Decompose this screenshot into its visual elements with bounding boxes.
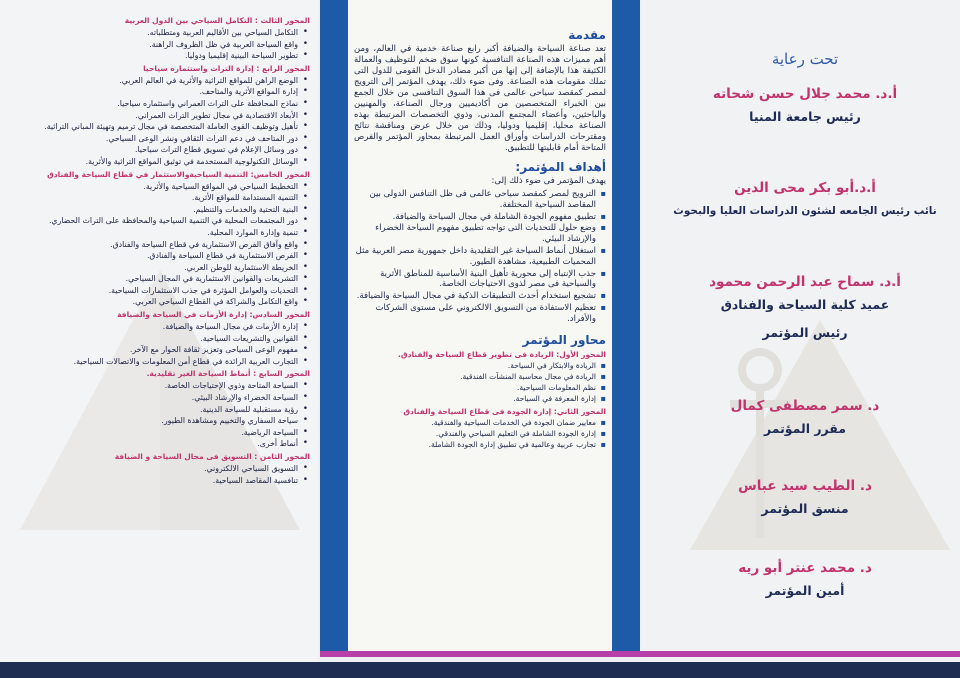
goals-title: أهداف المؤتمر: — [515, 160, 606, 174]
axis2-title: المحور الثاني: إدارة الجودة فى قطاع السياحة والفنادق — [403, 406, 606, 416]
center-text-card — [348, 0, 612, 652]
list-item: ▪ تطبيق مفهوم الجودة الشاملة في مجال السياحة والضيافة. — [354, 212, 606, 223]
list-item: ▪ تشجيع استخدام أحدث التطبيقات الذكية في مجال السياحة والضيافة. — [354, 291, 606, 302]
axis1-list — [354, 361, 606, 404]
section-title: المحور الثالث : التكامل السياحي بين الدول العربية — [124, 16, 310, 25]
axis1-title: المحور الأول: الريادة فى تطوير قطاع السياحة والفنادق. — [398, 349, 606, 359]
list-item: • واقع السياحة العربية في ظل الظروف الراهنة. — [10, 39, 310, 51]
list-item: ▪ معايير ضمان الجودة في الخدمات السياحية والفندقية. — [354, 418, 606, 428]
center-content — [354, 28, 606, 451]
axes-title: محاور المؤتمر — [522, 332, 606, 347]
intro-text: تعد صناعة السياحة والضيافة أكبر رابع صناعة خدمية في العالم، ومن أهم مميزات هذه الصناعة التنافسية كونها سوق ضخم للتوظيف والعمالة الكثيفة هذا بالإضافة إلى إنها من أكبر مصادر الدخل القومى للدول التى تملك مقومات هذه الصناعة. وفى ضوء ذلك، يهدف المؤتمر إلى الترويج لمصر كمقصد سياحى عالمى فى هذا السوق التنافسى من خلال الجمع بين الخبراء المتخصصين من أكاديميين ورجال الصناعة، والمهنيين والباحثين، وأعضاء المجتمع المدنى، وذوي التخصصات المرتبطة بهذه الصناعة محليا، إقليميا ودوليا، وذلك من خلال عرض ومناقشة نتائج ومقترحات الدراسات وأوراق العمل المرتبطة بمحاور المؤتمر والفرص المتاحة أمام قابليتها للتطبيق. — [354, 44, 606, 153]
list-item: • التخطيط السياحي في المواقع السياحية والأثرية. — [10, 181, 310, 193]
list-item: • التنمية المستدامة للمواقع الأثرية. — [10, 192, 310, 204]
axis2-list — [354, 418, 606, 450]
list-item: • تطوير السياحة البينية إقليميا ودوليا. — [10, 50, 310, 62]
list-item: • الوضع الراهن للمواقع التراثية والأثرية في العالم العربي. — [10, 75, 310, 87]
list-item: • إدارة الأزمات في مجال السياحة والضيافة. — [10, 321, 310, 333]
left-column — [10, 14, 310, 486]
list-item: • أنماط أخرى. — [10, 438, 310, 450]
person-name: د. الطيب سيد عباس — [738, 478, 872, 494]
list-item: • دور وسائل الإعلام في تسويق قطاع التراث سياحيا. — [10, 144, 310, 156]
list-item: • التجارب العربية الرائدة في قطاع أمن المعلومات والاتصالات السياحية. — [10, 356, 310, 368]
person-name: أ.د.أبو بكر محى الدين — [734, 180, 876, 196]
list-item: • دور المتاحف في دعم التراث الثقافي ونشر الوعى السياحي. — [10, 133, 310, 145]
list-item: • الخريطة الاستثمارية للوطن العربي. — [10, 262, 310, 274]
section-title: المحور الرابع : إدارة التراث واستثماره سياحيا — [143, 63, 310, 73]
list-item: • واقع التكامل والشراكة في القطاع السياحي العربي. — [10, 296, 310, 308]
list-item: ▪ استغلال أنماط السياحة غير التقليدية داخل جمهورية مصر العربية مثل المحميات الطبيعية، مشاهدة الطيور. — [354, 246, 606, 268]
list-item: • دور المجتمعات المحلية في التنمية السياحية والمحافظة على التراث الحضاري. — [10, 215, 310, 227]
list-item: • نماذج المحافظة على التراث العمراني واستثماره سياحيا. — [10, 98, 310, 110]
center-panel — [320, 0, 640, 652]
list-item: ▪ جذب الإنتباه إلى محورية تأهيل البنية الأساسية للمناطق الأثرية والسياحية فى مصر لذوى الاحتياجات الخاصة. — [354, 269, 606, 291]
list-item: • سياحة السفاري والتخييم ومشاهدة الطيور. — [10, 415, 310, 427]
person-block — [660, 272, 950, 342]
list-item: • الوسائل التكنولوجية المستخدمة في توثيق المواقع التراثية والأثرية. — [10, 156, 310, 168]
list-item: ▪ نظم المعلومات السياحية. — [354, 383, 606, 393]
list-item: • التحديات والعوامل المؤثرة في جذب الاستثمارات السياحية. — [10, 285, 310, 297]
right-column — [660, 0, 950, 640]
list-item: • البنية التحتية والخدمات والتنظيم. — [10, 204, 310, 216]
section-title: المحور السابع : أنماط السياحة الغير تقليدية. — [146, 369, 310, 379]
section-list — [10, 463, 310, 486]
section-list — [10, 27, 310, 62]
list-item: ▪ الريادة والابتكار في السياحة. — [354, 361, 606, 371]
list-item: • الفرص الاستثمارية في قطاع السياحة والفنادق. — [10, 250, 310, 262]
person-block — [660, 396, 950, 438]
list-item: • السياحة المتاحة وذوي الإحتياجات الخاصة. — [10, 380, 310, 392]
person-role: رئيس جامعة المنيا — [749, 109, 861, 124]
person-name: د. سمر مصطفى كمال — [730, 398, 880, 414]
footer-bar — [0, 662, 960, 678]
list-item: • تنافسية المقاصد السياحية. — [10, 475, 310, 487]
intro-title: مقدمة — [568, 28, 606, 42]
list-item: ▪ إدارة المعرفة في السياحة. — [354, 394, 606, 404]
list-item: • رؤية مستقبلية للسياحة الدينية. — [10, 404, 310, 416]
list-item: ▪ الترويج لمصر كمقصد سياحى عالمى فى ظل التنافس الدولى بين المقاصد السياحية المختلفة. — [354, 189, 606, 211]
list-item: ▪ تجارب عربية وعالمية في تطبيق إدارة الجودة الشاملة. — [354, 440, 606, 450]
person-role: نائب رئيس الجامعه لشئون الدراسات العليا والبحوث — [673, 205, 937, 217]
list-item: • السياحة الرياضية. — [10, 427, 310, 439]
person-role: مقرر المؤتمر — [763, 421, 847, 436]
list-item: • واقع وآفاق الفرص الاستثمارية في قطاع السياحة والفنادق. — [10, 239, 310, 251]
section-list — [10, 181, 310, 309]
person-name: د. محمد عنتر أبو ريه — [738, 560, 872, 576]
section-list — [10, 380, 310, 450]
list-item: • مفهوم الوعى السياحى وتعزيز ثقافة الحوار مع الآخر. — [10, 344, 310, 356]
person-block — [660, 178, 950, 220]
list-item: • التكامل السياحي بين الأقاليم العربية ومتطلباته. — [10, 27, 310, 39]
person-block — [660, 84, 950, 126]
list-item: ▪ وضع حلول للتحديات التى تواجه تطبيق مفهوم السياحة الخضراء والإرشاد البيئي. — [354, 223, 606, 245]
person-block — [660, 476, 950, 518]
list-item: • التشريعات والقوانين الاستثمارية في المجال السياحي. — [10, 273, 310, 285]
list-item: • التسويق السياحي الالكتروني. — [10, 463, 310, 475]
person-role: رئيس المؤتمر — [762, 325, 848, 340]
person-name: أ.د. محمد جلال حسن شحاته — [712, 86, 898, 102]
person-name: أ.د. سماح عبد الرحمن محمود — [709, 274, 901, 290]
patronage-label: تحت رعاية — [771, 50, 839, 68]
section-title: المحور السادس: إدارة الأزمات في السياحة والضيافة — [117, 310, 310, 320]
goals-list — [354, 189, 606, 325]
list-item: ▪ إدارة الجودة الشاملة في التعليم السياحي والفندقي. — [354, 429, 606, 439]
list-item: • الأبعاد الاقتصادية في مجال تطوير التراث العمراني. — [10, 110, 310, 122]
section-title: المحور الخامس: التنمية السياحيةوالاستثمار في قطاع السياحة والفنادق — [47, 169, 310, 179]
person-role: عميد كلية السياحة والفنادق — [720, 297, 890, 312]
list-item: • تنمية وإدارة الموارد المحلية. — [10, 227, 310, 239]
goals-lead: يهدف المؤتمر فى ضوء ذلك إلى: — [491, 176, 606, 186]
person-block — [660, 558, 950, 600]
person-role: منسق المؤتمر — [761, 501, 849, 516]
person-role: أمين المؤتمر — [765, 583, 845, 598]
section-list — [10, 75, 310, 168]
list-item: • السياحة الخضراء والإرشاد البيئي. — [10, 392, 310, 404]
purple-divider — [320, 651, 960, 657]
list-item: ▪ تعظيم الاستفادة من التسويق الالكتروني على مستوى الشركات والأفراد. — [354, 303, 606, 325]
section-list — [10, 321, 310, 367]
list-item: • تأهيل وتوظيف القوى العاملة المتخصصة في مجال ترميم وتهيئة المباني التراثية. — [10, 121, 310, 133]
section-title: المحور الثامن : التسويق فى مجال السياحة و الضيافة — [114, 452, 310, 461]
list-item: • إدارة المواقع الأثرية والمتاحف. — [10, 86, 310, 98]
list-item: • القوانين والتشريعات السياحية. — [10, 333, 310, 345]
list-item: ▪ الريادة في مجال محاسبة المنشآت الفندقية. — [354, 372, 606, 382]
